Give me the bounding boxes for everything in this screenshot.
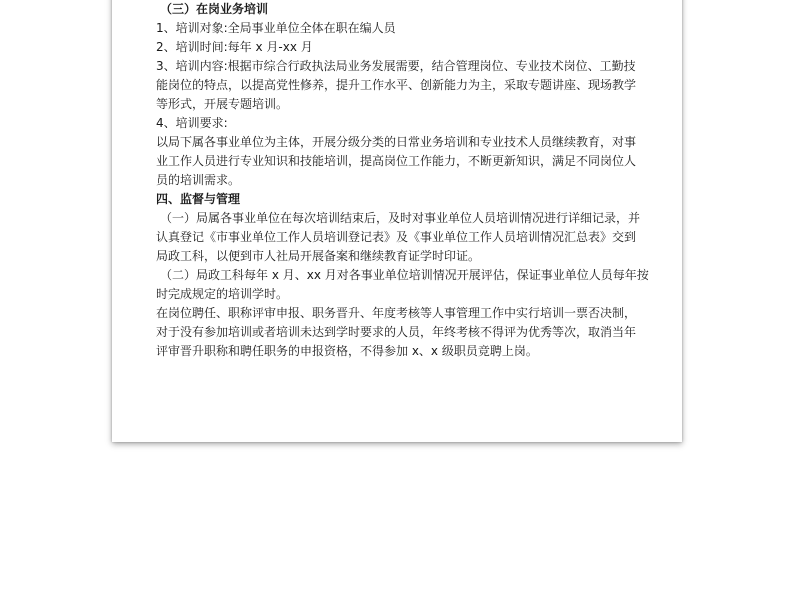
text-line: 员的培训需求。 xyxy=(156,173,241,187)
text-line: 时完成规定的培训学时。 xyxy=(156,287,289,301)
document-content xyxy=(156,0,648,361)
section-4-heading: 四、监督与管理 xyxy=(156,192,241,206)
section-3-item-2: 2、培训时间:每年 x 月-xx 月 xyxy=(156,40,313,54)
section-3-item-4-label: 4、培训要求: xyxy=(156,116,228,130)
text-line: 等形式，开展专题培训。 xyxy=(156,97,289,111)
section-3-item-4-body xyxy=(156,133,648,190)
text-line: 在岗位聘任、职称评审申报、职务晋升、年度考核等人事管理工作中实行培训一票否决制， xyxy=(156,306,637,320)
text-line: 能岗位的特点，以提高党性修养，提升工作水平、创新能力为主，采取专题讲座、现场教学 xyxy=(156,78,637,92)
section-4-paragraph-2 xyxy=(156,266,648,304)
text-line: 对于没有参加培训或者培训未达到学时要求的人员，年终考核不得评为优秀等次，取消当年 xyxy=(156,325,637,339)
section-3-heading: （三）在岗业务培训 xyxy=(160,2,269,16)
section-4-paragraph-3 xyxy=(156,304,648,361)
text-line: 以局下属各事业单位为主体，开展分级分类的日常业务培训和专业技术人员继续教育，对事 xyxy=(156,135,637,149)
text-line: （二）局政工科每年 x 月、xx 月对各事业单位培训情况开展评估，保证事业单位人员每年按 xyxy=(160,268,649,282)
text-line: （一）局属各事业单位在每次培训结束后，及时对事业单位人员培训情况进行详细记录，并 xyxy=(160,211,641,225)
text-line: 业工作人员进行专业知识和技能培训，提高岗位工作能力，不断更新知识，满足不同岗位人 xyxy=(156,154,637,168)
text-line: 评审晋升职称和聘任职务的申报资格，不得参加 x、x 级职员竞聘上岗。 xyxy=(156,344,538,358)
section-4-paragraph-1 xyxy=(156,209,648,266)
text-line: 3、培训内容:根据市综合行政执法局业务发展需要，结合管理岗位、专业技术岗位、工勤技 xyxy=(156,59,636,73)
text-line: 局政工科，以便到市人社局开展备案和继续教育证学时印证。 xyxy=(156,249,481,263)
section-3-item-3 xyxy=(156,57,648,114)
section-3-item-1: 1、培训对象:全局事业单位全体在职在编人员 xyxy=(156,21,396,35)
document-page xyxy=(112,0,682,442)
text-line: 认真登记《市事业单位工作人员培训登记表》及《事业单位工作人员培训情况汇总表》交到 xyxy=(156,230,637,244)
